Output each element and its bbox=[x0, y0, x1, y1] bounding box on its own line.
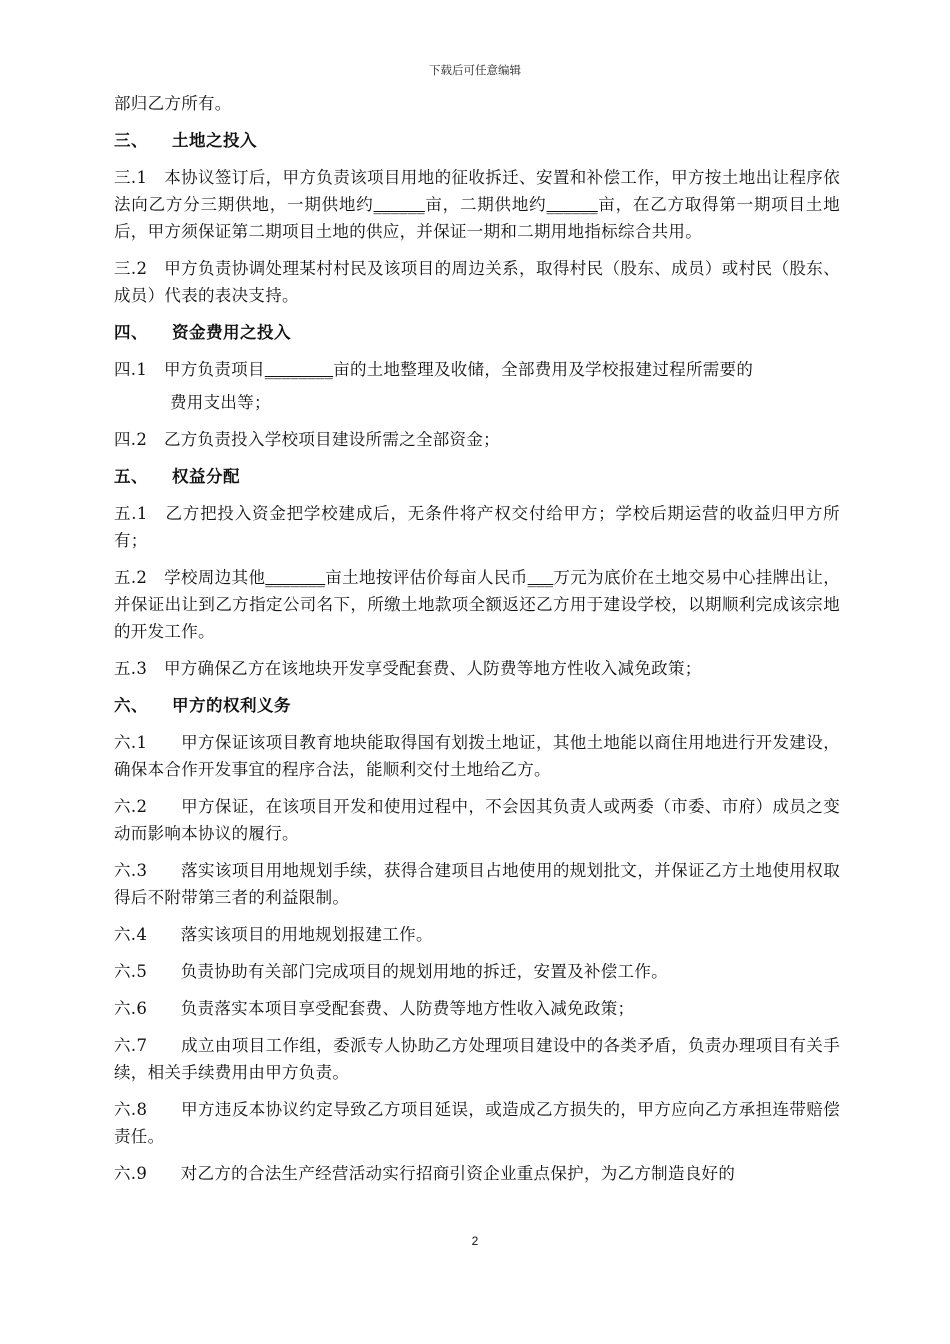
clause-text: 万元为底价在土地交易中心挂牌出让，并保证出让到乙方指定公司名下，所缴土地款项全额返还乙方用于建设学校，以期顺利完成该宗地的开发工作。 bbox=[114, 568, 840, 641]
page-header: 下载后可任意编辑 bbox=[429, 63, 521, 77]
blank-field: ______ bbox=[546, 195, 598, 214]
clause-6-2: 六.2 甲方保证，在该项目开发和使用过程中，不会因其负责人或两委（市委、市府）成员之变动而影响本协议的履行。 bbox=[114, 797, 840, 843]
section-number: 五、 bbox=[114, 467, 148, 486]
blank-field: ___ bbox=[527, 568, 554, 587]
clause-5-1: 五.1 乙方把投入资金把学校建成后，无条件将产权交付给甲方；学校后期运营的收益归甲方所有； bbox=[114, 504, 840, 550]
section-heading-3 bbox=[114, 127, 840, 154]
clause-6-4: 六.4 落实该项目的用地规划报建工作。 bbox=[114, 925, 433, 944]
clause-text: 亩的土地整理及收储，全部费用及学校报建过程所需要的 bbox=[333, 360, 754, 379]
section-heading-4 bbox=[114, 319, 840, 346]
blank-field: ________ bbox=[264, 360, 334, 379]
blank-field: ______ bbox=[373, 195, 425, 214]
clause-text: 四.1 甲方负责项目 bbox=[114, 360, 265, 379]
section-title: 权益分配 bbox=[172, 467, 240, 486]
section-number: 六、 bbox=[114, 696, 148, 715]
clause-6-6: 六.6 负责落实本项目享受配套费、人防费等地方性收入减免政策； bbox=[114, 999, 635, 1018]
page-number: 2 bbox=[471, 1234, 479, 1248]
clause-6-5: 六.5 负责协助有关部门完成项目的规划用地的拆迁，安置及补偿工作。 bbox=[114, 962, 668, 981]
section-title: 甲方的权利义务 bbox=[172, 696, 291, 715]
clause-6-7: 六.7 成立由项目工作组，委派专人协助乙方处理项目建设中的各类矛盾，负责办理项目有关手续，相关手续费用由甲方负责。 bbox=[114, 1036, 840, 1082]
clause-6-3: 六.3 落实该项目用地规划手续，获得合建项目占地使用的规划批文，并保证乙方土地使用权取得后不附带第三者的利益限制。 bbox=[114, 861, 840, 907]
clause-6-8: 六.8 甲方违反本协议约定导致乙方项目延误，或造成乙方损失的，甲方应向乙方承担连带赔偿责任。 bbox=[114, 1100, 840, 1146]
section-number: 四、 bbox=[114, 323, 148, 342]
clause-5-3: 五.3 甲方确保乙方在该地块开发享受配套费、人防费等地方性收入减免政策； bbox=[114, 659, 702, 678]
section-heading-5 bbox=[114, 463, 840, 490]
section-number: 三、 bbox=[114, 131, 148, 150]
clause-text: 亩土地按评估价每亩人民币 bbox=[325, 568, 528, 587]
document-body bbox=[114, 90, 840, 1197]
paragraph: 部归乙方所有。 bbox=[114, 94, 232, 113]
clause-4-1 bbox=[114, 356, 840, 383]
section-title: 资金费用之投入 bbox=[172, 323, 291, 342]
clause-3-2: 三.2 甲方负责协调处理某村村民及该项目的周边关系，取得村民（股东、成员）或村民（股东、成员）代表的表决支持。 bbox=[114, 259, 840, 305]
blank-field: _______ bbox=[265, 568, 326, 587]
clause-4-1-continued: 费用支出等； bbox=[170, 393, 271, 412]
clause-text: 亩，二期供地约 bbox=[424, 195, 547, 214]
clause-3-1 bbox=[114, 164, 840, 245]
clause-5-2 bbox=[114, 564, 840, 645]
clause-6-1: 六.1 甲方保证该项目教育地块能取得国有划拨土地证，其他土地能以商住用地进行开发建设，确保本合作开发事宜的程序合法，能顺利交付土地给乙方。 bbox=[114, 733, 840, 779]
section-title: 土地之投入 bbox=[172, 131, 257, 150]
clause-text: 三.1 本协议签订后，甲方负责该项目用地的征收拆迁、安置和补偿工作，甲方按土地出让程序依法向乙方分三期供地，一期供地约 bbox=[114, 168, 840, 214]
section-heading-6 bbox=[114, 692, 840, 719]
clause-6-9: 六.9 对乙方的合法生产经营活动实行招商引资企业重点保护，为乙方制造良好的 bbox=[114, 1164, 736, 1183]
clause-text: 五.2 学校周边其他 bbox=[114, 568, 266, 587]
clause-4-2: 四.2 乙方负责投入学校项目建设所需之全部资金； bbox=[114, 430, 500, 449]
clause-text: 亩，在乙方取得第一期项目土地后，甲方须保证第二期项目土地的供应，并保证一期和二期用地指标综合共用。 bbox=[114, 195, 841, 241]
